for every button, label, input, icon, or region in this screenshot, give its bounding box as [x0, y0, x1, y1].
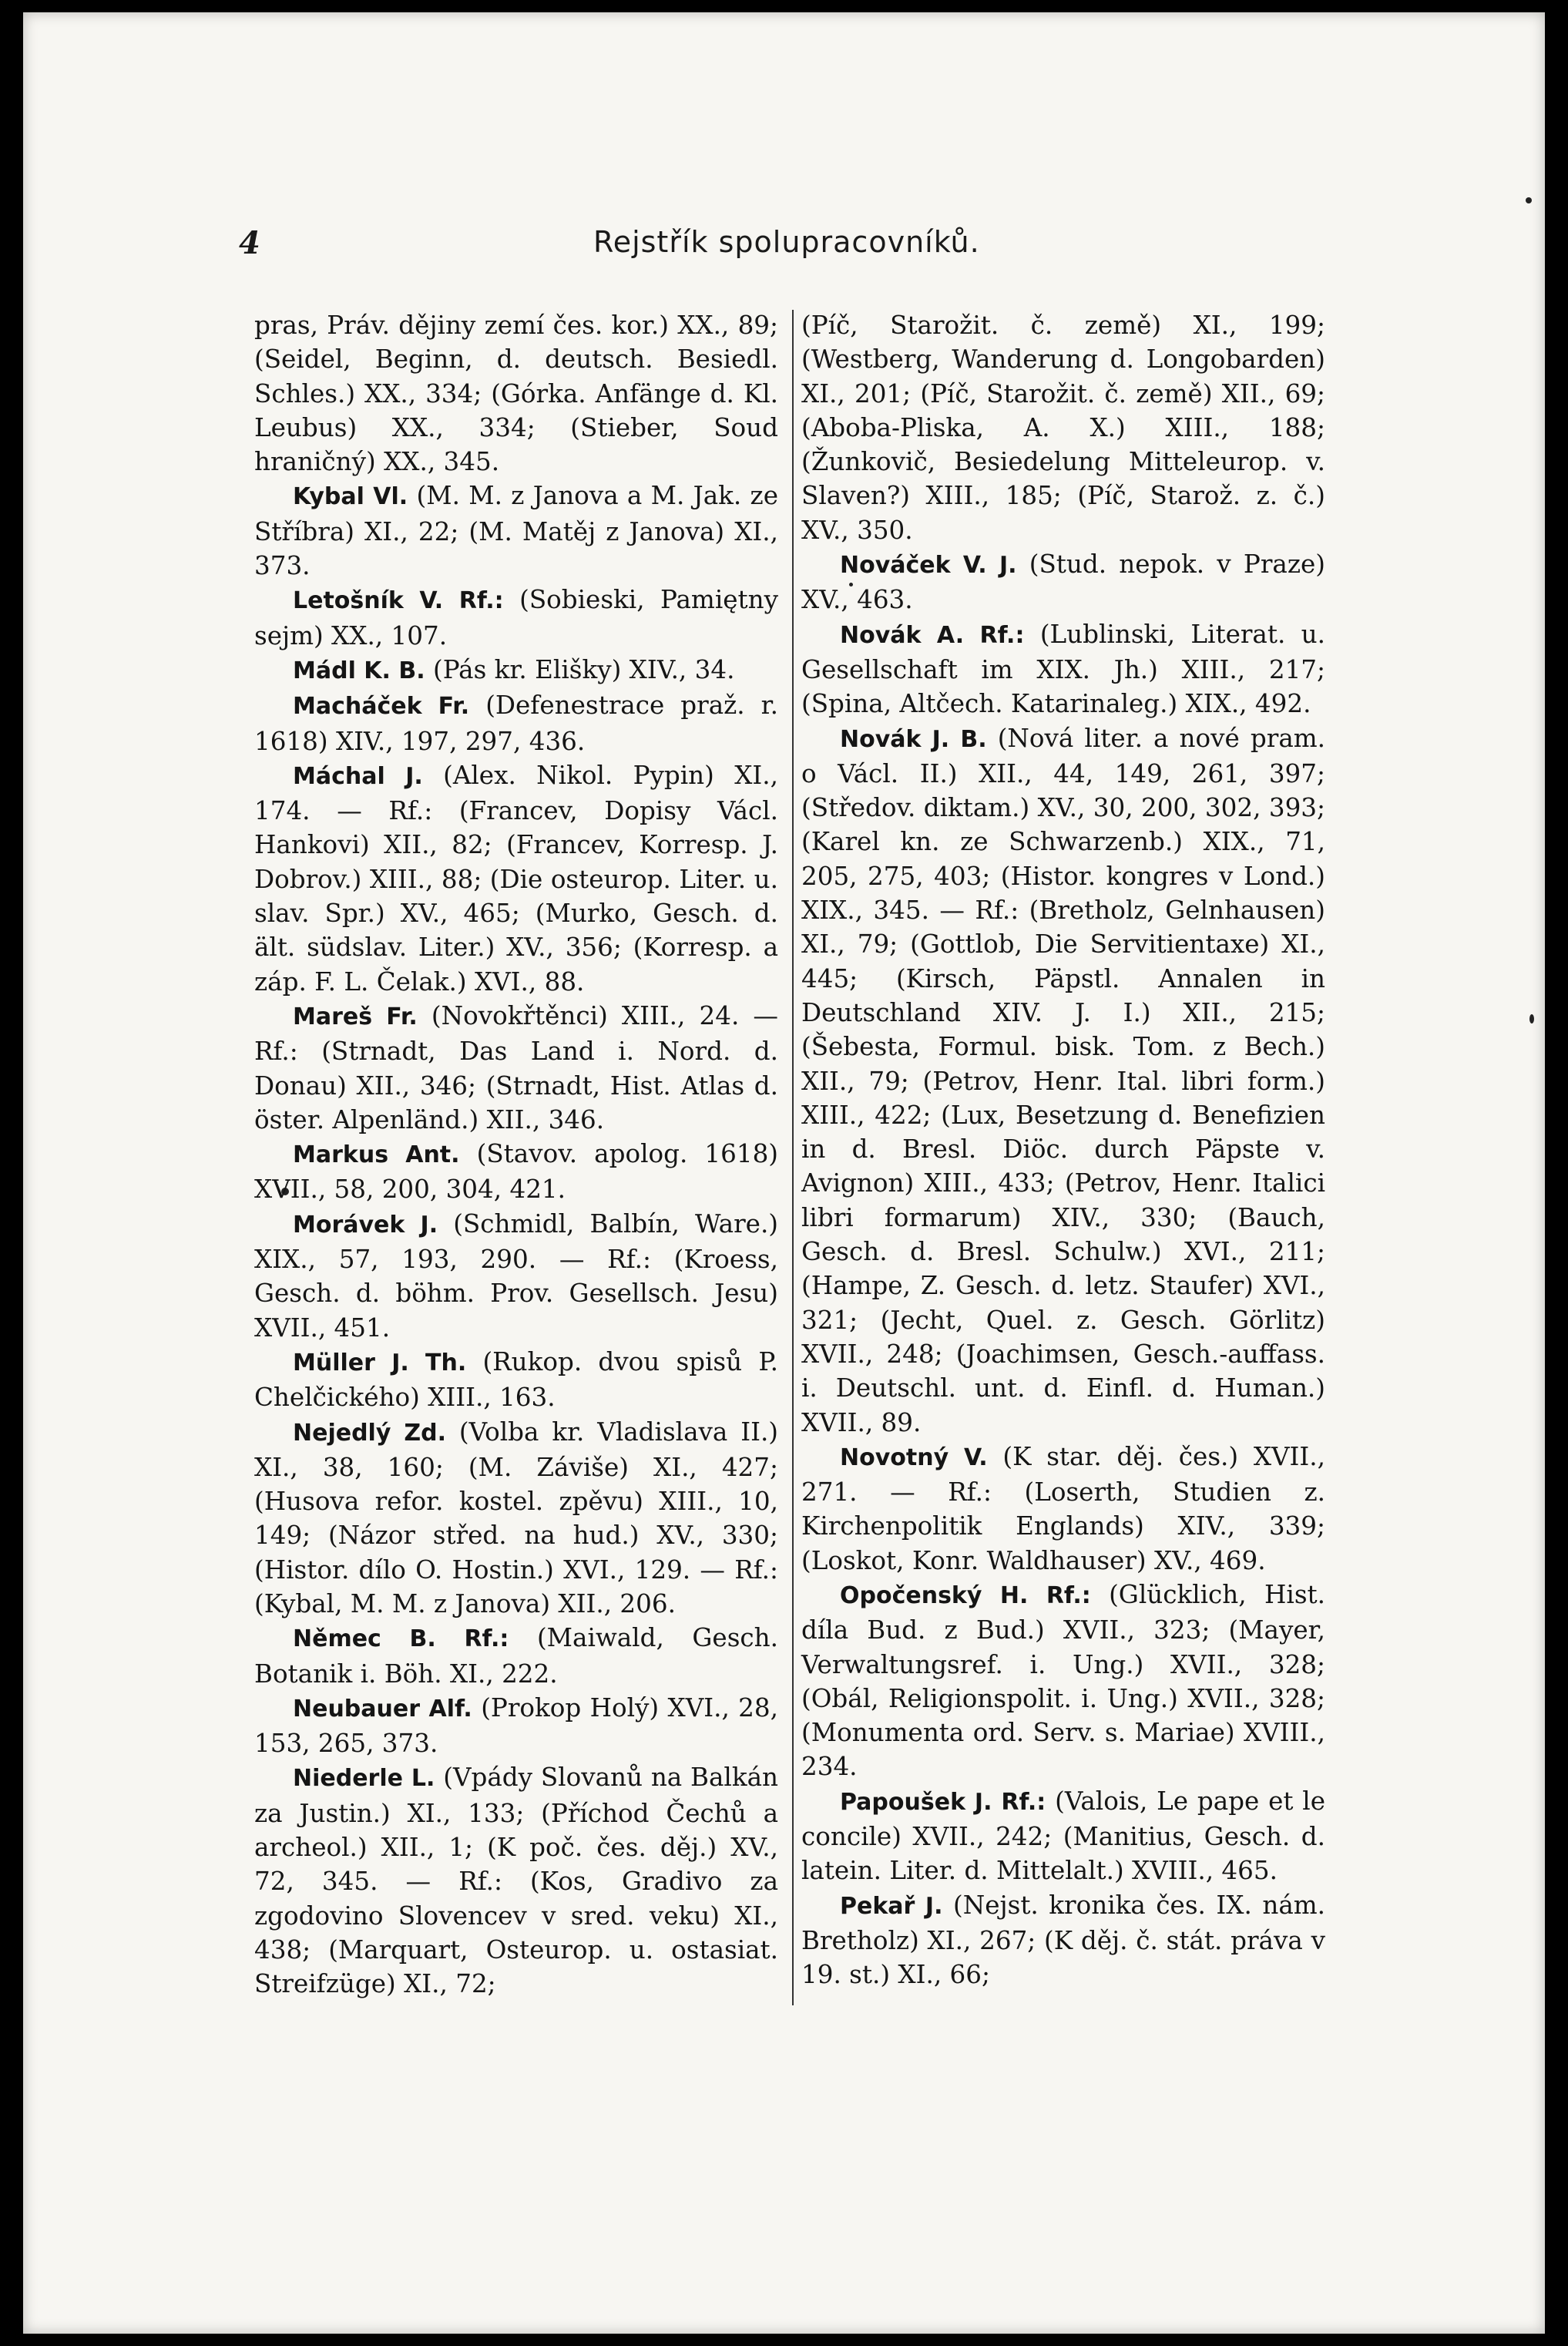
- entry-text: pras, Práv. dějiny zemí čes. kor.) XX., 89; (Seidel, Beginn, d. deutsch. Besiedl. Schles.) XX., 334; (Górka. Anfänge d. Kl. Leubus) XX., 334; (Stieber, Soud hraničný) XX., 345.: [254, 311, 778, 477]
- index-entry: [254, 1621, 778, 1691]
- index-entry: [254, 999, 778, 1137]
- entry-text: (Stud. nepok. v Praze) XV., 463.: [801, 550, 1325, 615]
- index-entry: [801, 547, 1325, 617]
- entry-author: Pekař J.: [840, 1892, 943, 1920]
- running-title: Rejstřík spolupracovníků.: [593, 225, 980, 259]
- index-entry: [801, 1784, 1325, 1888]
- entry-text: (Defenestrace praž. r. 1618) XIV., 197, 297, 436.: [254, 691, 779, 756]
- entry-text: (Novokřtěnci) XIII., 24. — Rf.: (Strnadt, Das Land i. Nord. d. Donau) XII., 346; (Strnadt, Hist. Atlas d. öster. Alpenländ.) XII., 346.: [254, 1000, 778, 1134]
- entry-author: Neubauer Alf.: [293, 1695, 472, 1723]
- entry-author: Markus Ant.: [293, 1141, 460, 1169]
- entry-text: (M. M. z Janova a M. Jak. ze Stříbra) XI., 22; (M. Matěj z Janova) XI., 373.: [254, 481, 779, 581]
- entry-author: Morávek J.: [293, 1211, 438, 1239]
- index-entry: [254, 1207, 778, 1345]
- entry-text: (Pás kr. Elišky) XIV., 34.: [433, 654, 735, 684]
- entry-text: (Vpády Slovanů na Balkán za Justin.) XI., 133; (Příchod Čechů a archeol.) XII., 1; (K poč. čes. děj.) XV., 72, 345. — Rf.: (Kos, Gradivo za zgodovino Slovencev v sred. veku) XI., 438; (Marquart, Osteurop. u. ostasiat. Streifzüge) XI., 72;: [254, 1763, 778, 1999]
- index-entry: [801, 1888, 1325, 1992]
- entry-text: (Prokop Holý) XVI., 28, 153, 265, 373.: [254, 1692, 778, 1759]
- index-entry: [254, 688, 778, 758]
- entry-text: (Rukop. dvou spisů P. Chelčického) XIII., 163.: [254, 1346, 778, 1413]
- entry-author: Mareš Fr.: [293, 1003, 418, 1030]
- entry-text: (Valois, Le pape et le concile) XVII., 242; (Manitius, Gesch. d. latein. Liter. d. Mittelalt.) XVIII., 465.: [801, 1786, 1326, 1886]
- index-entry: [801, 308, 1325, 547]
- index-entry: [801, 1578, 1325, 1784]
- entry-text: (Píč, Starožit. č. země) XI., 199; (Westberg, Wanderung d. Longobarden) XI., 201; (Píč, Starožit. č. země) XII., 69; (Aboba-Pliska, A. X.) XIII., 188; (Žunkovič, Besiedelung Mitteleurop. v. Slaven?) XIII., 185; (Píč, Starož. z. č.) XV., 350.: [801, 311, 1325, 545]
- entry-author: Novák A. Rf.:: [840, 621, 1025, 649]
- index-entry: [254, 758, 778, 999]
- index-entry: [254, 308, 778, 479]
- entry-text: (Alex. Nikol. Pypin) XI., 174. — Rf.: (Francev, Dopisy Václ. Hankovi) XII., 82; (Francev, Korresp. J. Dobrov.) XIII., 88; (Die osteurop. Liter. u. slav. Spr.) XV., 465; (Murko, Gesch. d. ält. südslav. Liter.) XV., 356; (Korresp. a záp. F. L. Čelak.) XVI., 88.: [254, 760, 778, 997]
- entry-author: Letošník V. Rf.:: [293, 587, 504, 615]
- index-entry: [254, 1345, 778, 1415]
- index-entry: [254, 1760, 778, 2001]
- entry-author: Mádl K. B.: [293, 657, 425, 684]
- index-entry: [254, 1691, 778, 1761]
- index-entry: [801, 617, 1325, 721]
- index-entry: [254, 479, 778, 583]
- entry-text: (Sobieski, Pamiętny sejm) XX., 107.: [254, 585, 778, 650]
- page-header: [239, 225, 1241, 264]
- entry-text: (Nová liter. a nové pram. o Václ. II.) XII., 44, 149, 261, 397; (Středov. diktam.) XV., 30, 200, 302, 393; (Karel kn. ze Schwarzenb.) XIX., 71, 205, 275, 403; (Histor. kongres v Lond.) XIX., 345. — Rf.: (Bretholz, Gelnhausen) XI., 79; (Gottlob, Die Servitientaxe) XI., 445; (Kirsch, Päpstl. Annalen in Deutschland XIV. J. I.) XII., 215; (Šebesta, Formul. bisk. Tom. z Bech.) XII., 79; (Petrov, Henr. Ital. libri form.) XIII., 422; (Lux, Besetzung d. Benefizien in d. Bresl. Diöc. durch Päpste v. Avignon) XIII., 433; (Petrov, Henr. Italici libri formarum) XIV., 330; (Bauch, Gesch. d. Bresl. Schulw.) XVI., 211; (Hampe, Z. Gesch. d. letz. Staufer) XVI., 321; (Jecht, Quel. z. Gesch. Görlitz) XVII., 248; (Joachimsen, Gesch.-auffass. i. Deutschl. unt. d. Einfl. d. Human.) XVII., 89.: [801, 723, 1325, 1437]
- right-column: [801, 308, 1325, 1992]
- entry-text: (Glücklich, Hist. díla Bud. z Bud.) XVII., 323; (Mayer, Verwaltungsref. i. Ung.) XVII., 328; (Obál, Religionspolit. i. Ung.) XVII., 328; (Monumenta ord. Serv. s. Mariae) XVIII., 234.: [801, 1579, 1325, 1782]
- entry-text: (Schmidl, Balbín, Ware.) XIX., 57, 193, 290. — Rf.: (Kroess, Gesch. d. böhm. Prov. Gesellsch. Jesu) XVII., 451.: [254, 1208, 779, 1343]
- index-entry: [254, 583, 778, 653]
- entry-author: Niederle L.: [293, 1765, 435, 1793]
- entry-author: Nováček V. J.: [840, 552, 1017, 580]
- scan-speck: [1526, 197, 1532, 203]
- index-entry: [801, 721, 1325, 1440]
- entry-author: Nejedlý Zd.: [293, 1419, 446, 1447]
- entry-author: Opočenský H. Rf.:: [840, 1581, 1091, 1609]
- left-column: [254, 308, 778, 2001]
- entry-author: Novotný V.: [840, 1444, 988, 1471]
- entry-author: Papoušek J. Rf.:: [840, 1788, 1046, 1816]
- entry-author: Macháček Fr.: [293, 693, 470, 721]
- entry-text: (Lublinski, Literat. u. Gesellschaft im XIX. Jh.) XIII., 217; (Spina, Altčech. Katarinaleg.) XIX., 492.: [801, 619, 1325, 719]
- entry-text: (Maiwald, Gesch. Botanik i. Böh. XI., 222.: [254, 1623, 779, 1689]
- entry-text: (Stavov. apolog. 1618) XVII., 58, 200, 304, 421.: [254, 1139, 779, 1205]
- entry-author: Kybal Vl.: [293, 483, 408, 511]
- scan-speck: [1529, 1014, 1534, 1023]
- entry-text: (K star. děj. čes.) XVII., 271. — Rf.: (Loserth, Studien z. Kirchenpolitik Englands) XIV., 339; (Loskot, Konr. Waldhauser) XV., 469.: [801, 1441, 1325, 1575]
- index-entry: [254, 1137, 778, 1207]
- entry-author: Němec B. Rf.:: [293, 1625, 509, 1653]
- index-entry: [254, 1415, 778, 1622]
- entry-author: Müller J. Th.: [293, 1349, 467, 1376]
- entry-text: (Volba kr. Vladislava II.) XI., 38, 160; (M. Záviše) XI., 427; (Husova refor. kostel. zpěvu) XIII., 10, 149; (Názor střed. na hud.) XV., 330; (Histor. dílo O. Hostin.) XVI., 129. — Rf.: (Kybal, M. M. z Janova) XII., 206.: [254, 1417, 779, 1618]
- page-number: 4: [239, 225, 260, 261]
- entry-text: (Nejst. kronika čes. IX. nám. Bretholz) XI., 267; (K děj. č. stát. práva v 19. st.) XI., 66;: [801, 1890, 1325, 1990]
- entry-author: Novák J. B.: [840, 725, 987, 753]
- index-entry: [801, 1440, 1325, 1578]
- column-divider: [792, 310, 794, 2005]
- entry-author: Máchal J.: [293, 762, 423, 790]
- index-entry: [254, 653, 778, 688]
